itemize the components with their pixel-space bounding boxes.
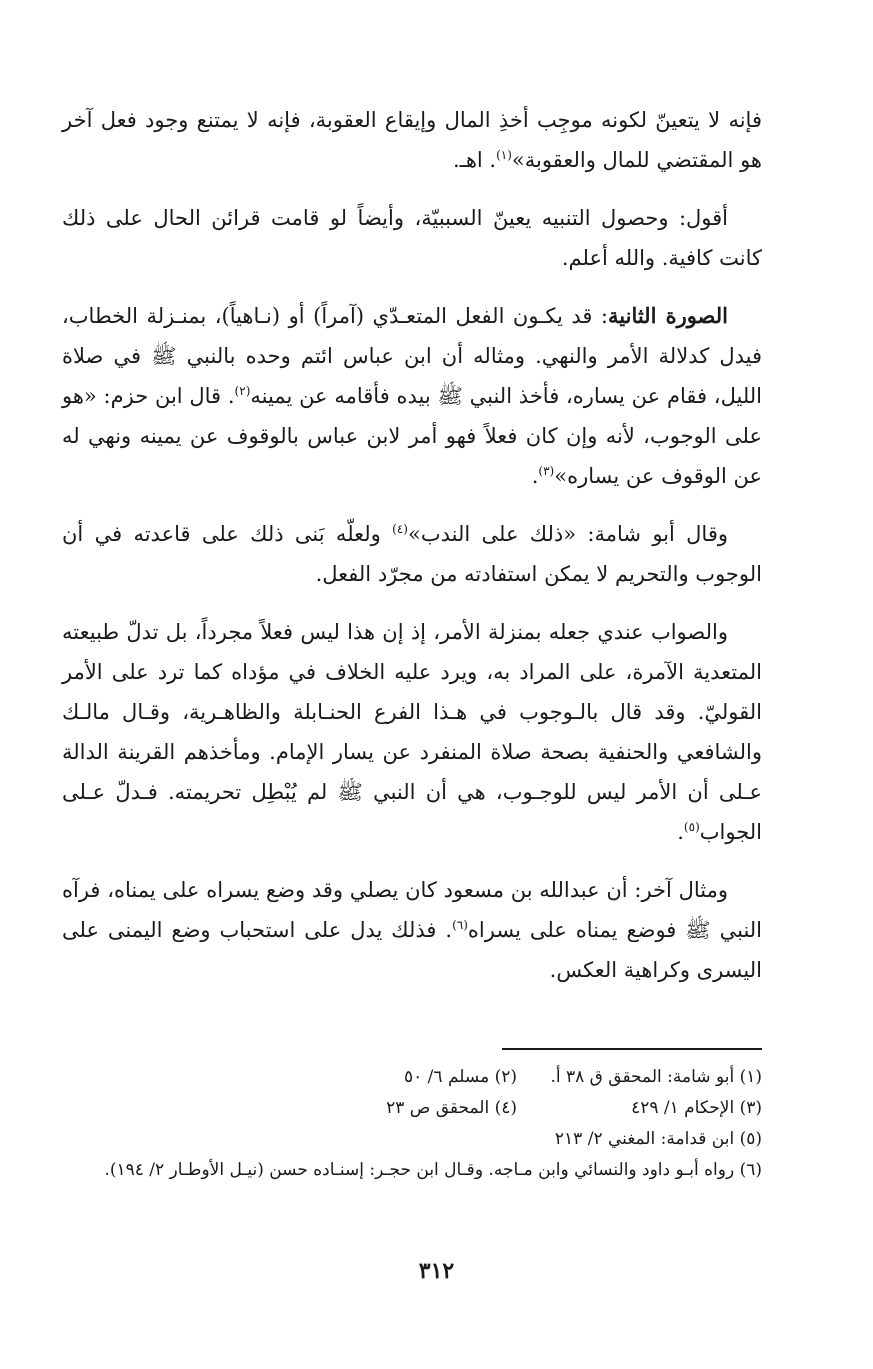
paragraph-3 bbox=[62, 296, 762, 496]
page-number: ٣١٢ bbox=[418, 1258, 455, 1284]
footnote-row-3 bbox=[62, 1124, 762, 1155]
footnote-ref-5: (٥) bbox=[683, 820, 700, 834]
footnote-3: (٣) الإحكام ١/ ٤٢٩ bbox=[631, 1098, 762, 1118]
footnotes bbox=[62, 1062, 762, 1186]
paragraph-6 bbox=[62, 870, 762, 990]
main-text bbox=[62, 100, 762, 1008]
footnote-ref-6: (٦) bbox=[452, 918, 468, 932]
paragraph-1-text: فإنه لا يتعينّ لكونه موجِب أخذِ المال وإيقاع العقوبة، فإنه لا يمتنع وجود فعل آخر هو المقتضي للمال والعقوبة» bbox=[62, 108, 762, 172]
paragraph-3-tail: . bbox=[531, 464, 539, 488]
paragraph-4 bbox=[62, 514, 762, 594]
footnote-ref-4: (٤) bbox=[392, 522, 408, 536]
footnote-ref-3: (٣) bbox=[538, 464, 555, 478]
paragraph-5-tail: . bbox=[677, 820, 684, 844]
paragraph-3-text-b: . قال ابن حزم: «هو على الوجوب، لأنه وإن كان فعلاً فهو أمر لابن عباس بالوقوف عن يمينه ونهي له عن الوقوف عن يساره» bbox=[62, 384, 762, 488]
footnote-separator bbox=[502, 1048, 762, 1050]
footnote-row-2 bbox=[62, 1093, 762, 1124]
footnote-ref-1: (١) bbox=[496, 148, 512, 162]
paragraph-1 bbox=[62, 100, 762, 180]
paragraph-6-text-b: . فذلك يدل على استحباب وضع اليمنى على اليسرى وكراهية العكس. bbox=[62, 918, 762, 982]
paragraph-5 bbox=[62, 612, 762, 852]
paragraph-3-text-a: : قد يكـون الفعل المتعـدّي (آمراً) أو (نـاهياً)، بمنـزلة الخطاب، فيدل كدلالة الأمر والنهي. ومثاله أن ابن عباس ائتم وحده بالنبي ﷺ في صلاة الليل، فقام عن يساره، فأخذ النبي ﷺ بيده فأقامه عن يمينه bbox=[62, 304, 762, 408]
footnote-5: (٥) ابن قدامة: المغني ٢/ ٢١٣ bbox=[554, 1129, 762, 1149]
footnote-4: (٤) المحقق ص ٢٣ bbox=[386, 1098, 517, 1118]
footnote-6: (٦) رواه أبـو داود والنسائي وابن مـاجه. وقـال ابن حجـر: إسنـاده حسن (نيـل الأوطـار ٢/ ١٩٤). bbox=[104, 1160, 762, 1180]
paragraph-6-text-a: ومثال آخر: أن عبدالله بن مسعود كان يصلي وقد وضع يسراه على يمناه، فرآه النبي ﷺ فوضع يمناه على يسراه bbox=[62, 878, 763, 942]
footnote-2: (٢) مسلم ٦/ ٥٠ bbox=[404, 1067, 517, 1087]
footnote-1: (١) أبو شامة: المحقق ق ٣٨ أ. bbox=[550, 1067, 762, 1087]
paragraph-4-text-b: ولعلّه بَنى ذلك على قاعدته في أن الوجوب والتحريم لا يمكن استفادته من مجرّد الفعل. bbox=[62, 522, 762, 586]
paragraph-2-text: أقول: وحصول التنبيه يعينّ السببيّة، وأيضاً لو قامت قرائن الحال على ذلك كانت كافية. والله أعلم. bbox=[62, 206, 762, 270]
footnote-ref-2: (٢) bbox=[234, 384, 251, 398]
paragraph-2 bbox=[62, 198, 762, 278]
section-lead: الصورة الثانية bbox=[608, 303, 729, 328]
footnote-row-1 bbox=[62, 1062, 762, 1093]
paragraph-5-text: والصواب عندي جعله بمنزلة الأمر، إذ إن هذا ليس فعلاً مجرداً، بل تدلّ طبيعته المتعدية الآمرة، على المراد به، ويرد عليه الخلاف في مؤداه كما ترد على الأمر القوليّ. وقد قال بالـوجوب في هـذا الفرع الحنـابلة والظاهـرية، وقـال مالـك والشافعي والحنفية بصحة صلاة المنفرد عن يسار الإمام. ومأخذهم القرينة الدالة عـلى أن الأمر ليس للوجـوب، هي أن النبي ﷺ لم يُبْطِل تحريمته. فـدلّ عـلى الجواب bbox=[62, 620, 762, 844]
paragraph-1-tail: . اهـ. bbox=[453, 148, 497, 172]
paragraph-4-text-a: وقال أبو شامة: «ذلك على الندب» bbox=[407, 522, 729, 546]
